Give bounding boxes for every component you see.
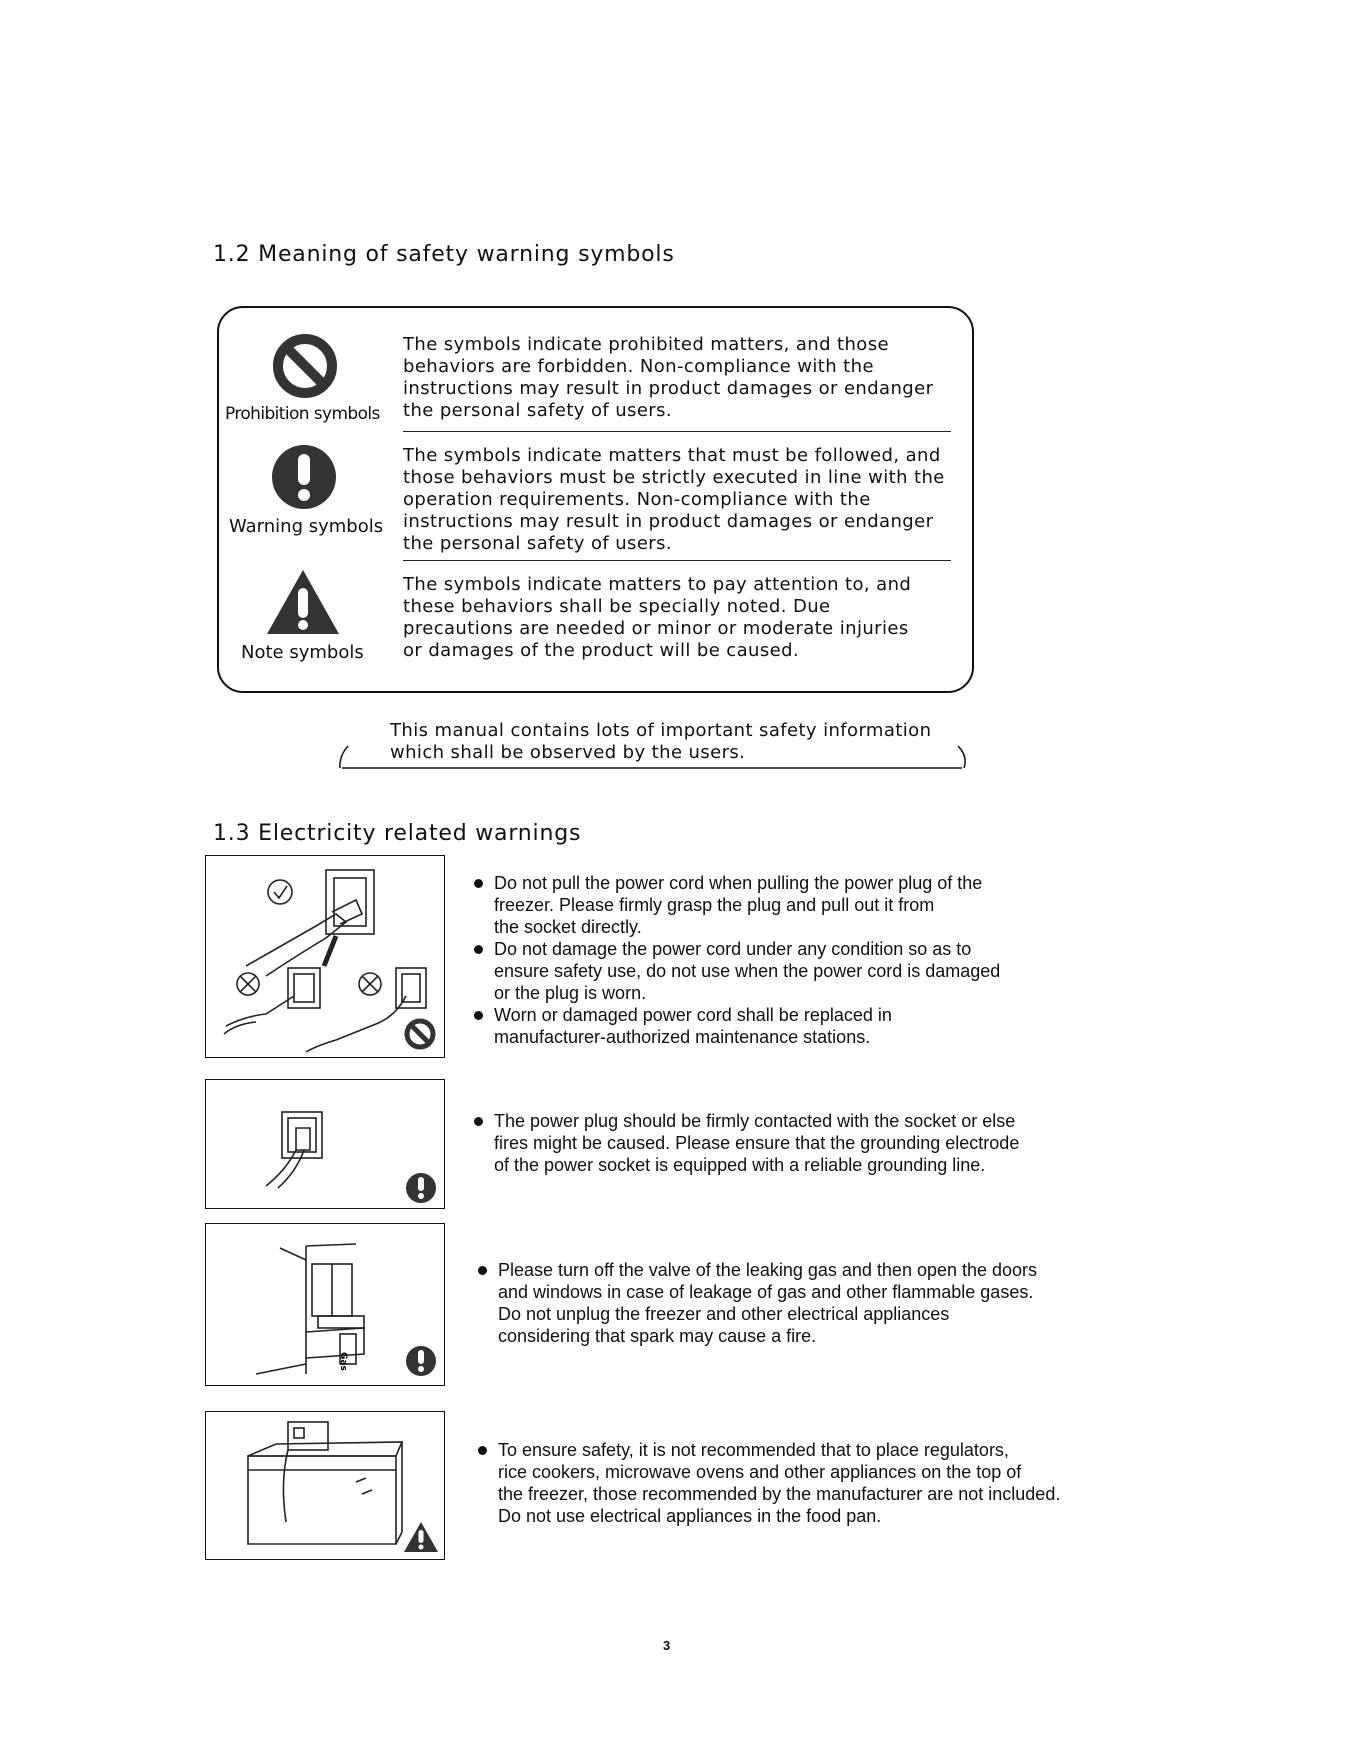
page-number: 3 (663, 1638, 671, 1653)
note-symbols-label: Note symbols (241, 642, 364, 663)
plug-in-socket-illustration (205, 1079, 445, 1209)
divider (403, 560, 951, 561)
gas-label: Gas (338, 1352, 348, 1371)
note-description: The symbols indicate matters to pay attention to, and these behaviors shall be specially noted. Due precautions are needed or minor or moderate injuries or damages of the product will be caused. (403, 574, 912, 661)
prohibition-description: The symbols indicate prohibited matters, and those behaviors are forbidden. Non-compliance with the instructions may result in product damages or endanger the personal safety of users. (403, 334, 934, 421)
safety-notice (336, 718, 970, 770)
divider (403, 431, 951, 432)
warning-triangle-icon (265, 568, 341, 641)
section-heading-electricity: 1.3 Electricity related warnings (213, 821, 582, 846)
power-plug-pull-illustration (205, 855, 445, 1058)
bullet-item: The power plug should be firmly contacted with the socket or else fires might be caused. Please ensure that the grounding electrode of the power socket is equipped with a reliable grounding line. (474, 1110, 1019, 1176)
electricity-warning-4 (478, 1439, 1060, 1527)
prohibition-symbols-label: Prohibition symbols (225, 404, 380, 424)
gas-leak-illustration (205, 1223, 445, 1386)
bullet-item: Worn or damaged power cord shall be replaced in manufacturer-authorized maintenance stations. (474, 1004, 1000, 1048)
bullet-item: To ensure safety, it is not recommended that to place regulators, rice cookers, microwave ovens and other appliances on the top of the freezer, those recommended by the manufacturer are not included. Do not use electrical appliances in the food pan. (478, 1439, 1060, 1527)
safety-symbols-box (217, 306, 974, 693)
electricity-warning-3 (478, 1259, 1037, 1347)
electricity-warning-1 (474, 872, 1000, 1048)
electricity-warning-2 (474, 1110, 1019, 1176)
notice-text: This manual contains lots of important safety information which shall be observed by the users. (390, 720, 932, 763)
bullet-item: Do not pull the power cord when pulling the power plug of the freezer. Please firmly grasp the plug and pull out it from the socket directly. (474, 872, 1000, 938)
bullet-item: Please turn off the valve of the leaking gas and then open the doors and windows in case of leakage of gas and other flammable gases. Do not unplug the freezer and other electrical appliances considering that spark may cause a fire. (478, 1259, 1037, 1347)
appliance-on-freezer-illustration (205, 1411, 445, 1560)
warning-symbols-label: Warning symbols (229, 516, 384, 537)
bullet-item: Do not damage the power cord under any condition so as to ensure safety use, do not use when the power cord is damaged or the plug is worn. (474, 938, 1000, 1004)
section-heading-safety-symbols: 1.2 Meaning of safety warning symbols (213, 242, 675, 267)
warning-description: The symbols indicate matters that must be followed, and those behaviors must be strictly executed in line with the operation requirements. Non-compliance with the instructions may result in product damages or endanger the personal safety of users. (403, 445, 945, 554)
exclamation-icon (271, 444, 337, 515)
prohibition-icon (271, 332, 339, 405)
